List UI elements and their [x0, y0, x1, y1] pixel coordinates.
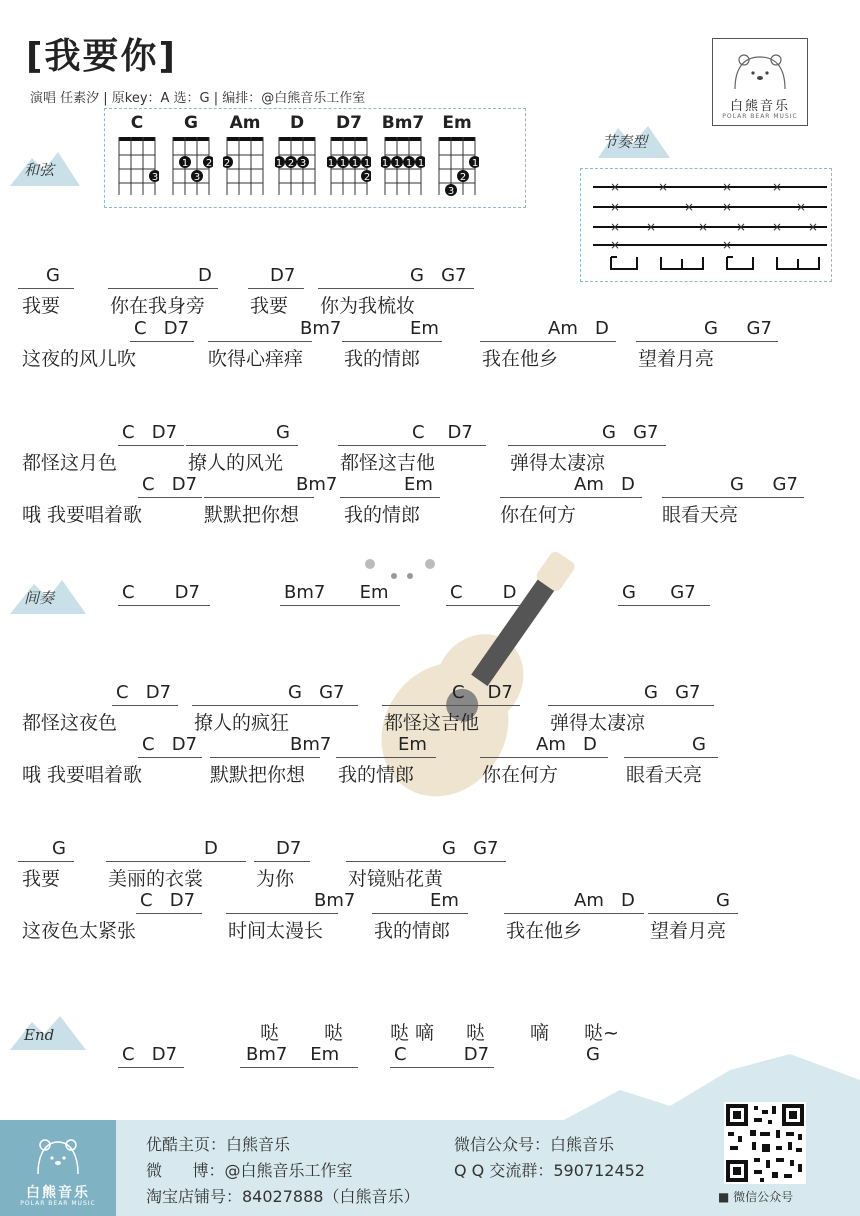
chord-label: G	[276, 422, 290, 443]
chord-label: Bm7 Em	[284, 582, 389, 603]
chord-label: Em	[398, 734, 427, 755]
weibo-link[interactable]: 微 博：@白熊音乐工作室	[146, 1161, 353, 1180]
svg-text:×: ×	[697, 220, 709, 234]
svg-text:1: 1	[381, 158, 389, 169]
svg-text:3: 3	[193, 172, 201, 183]
svg-text:×: ×	[795, 200, 807, 214]
chord-label: D7	[276, 838, 302, 859]
lyric-text: 我在他乡	[482, 348, 559, 370]
chord-label: C D7	[142, 734, 198, 755]
chord-label: C D7	[134, 318, 190, 339]
chord-label: Am D	[548, 318, 609, 339]
svg-text:×: ×	[721, 180, 733, 194]
chord-label: Bm7	[290, 734, 332, 755]
lyric-text: 你在何方	[482, 764, 559, 786]
logo-text-en: POLAR BEAR MUSIC	[722, 113, 798, 120]
chord-label: Em	[430, 890, 459, 911]
svg-text:2: 2	[205, 158, 213, 169]
chord-name: Bm7	[381, 113, 425, 133]
lyric-text: 嘀	[530, 1022, 550, 1044]
footer-logo-sub: POLAR BEAR MUSIC	[20, 1200, 96, 1207]
chord-label: Em	[410, 318, 439, 339]
lyric-text: 哒	[466, 1022, 486, 1044]
chord-label: C D7	[394, 1044, 490, 1065]
chord-label: G	[52, 838, 66, 859]
svg-text:2: 2	[223, 158, 231, 169]
rhythm-pattern	[580, 168, 832, 282]
chord-label: C D7	[412, 422, 473, 443]
chord-diagram-d7	[325, 113, 373, 201]
lyric-text: 都怪这夜色	[22, 712, 118, 734]
song-meta: 演唱 任素汐 | 原key：A 选：G | 编排：@白熊音乐工作室	[30, 91, 366, 106]
chord-label: C D7	[142, 474, 198, 495]
svg-text:×: ×	[721, 200, 733, 214]
svg-text:×: ×	[771, 220, 783, 234]
end-tag-label: End	[24, 1026, 55, 1044]
chord-label: G G7	[704, 318, 772, 339]
lyric-text: 我要	[22, 295, 61, 317]
lyric-text: 你为我梳妆	[320, 295, 416, 317]
lyric-text: 弹得太凄凉	[550, 712, 646, 734]
svg-text:×: ×	[609, 238, 621, 252]
lyric-text: 对镜贴花黄	[348, 868, 444, 890]
svg-text:1: 1	[181, 158, 189, 169]
chord-label: G G7	[442, 838, 499, 859]
chord-label: C D7	[122, 582, 200, 603]
lyric-text: 都怪这吉他	[340, 452, 436, 474]
lyric-text: 这夜的风儿吹	[22, 348, 137, 370]
lyric-text: 哦 我要唱着歌	[22, 504, 143, 526]
chord-label: Am D	[574, 890, 635, 911]
lyric-text: 都怪这月色	[22, 452, 118, 474]
svg-text:1: 1	[471, 158, 479, 169]
chords-tag	[10, 150, 96, 186]
svg-text:1: 1	[327, 158, 335, 169]
interlude-tag	[10, 578, 96, 614]
svg-text:2: 2	[363, 172, 371, 183]
strum-pattern-graphic	[581, 169, 831, 281]
chord-diagram-g	[167, 113, 215, 201]
lyric-text: 都怪这吉他	[384, 712, 480, 734]
lyric-text: 哒	[324, 1022, 344, 1044]
chord-diagram-bm7	[379, 113, 427, 201]
lyric-text: 弹得太凄凉	[510, 452, 606, 474]
polar-bear-icon	[0, 1120, 116, 1180]
lyric-text: 我要	[250, 295, 289, 317]
svg-text:1: 1	[405, 158, 413, 169]
svg-text:2: 2	[459, 172, 467, 183]
song-title: [我要你]	[26, 36, 177, 77]
lyric-text: 望着月亮	[650, 920, 727, 942]
svg-text:3: 3	[299, 158, 307, 169]
lyric-text: 望着月亮	[638, 348, 715, 370]
svg-text:2: 2	[287, 158, 295, 169]
svg-text:×: ×	[735, 220, 747, 234]
svg-text:×: ×	[609, 200, 621, 214]
lyric-text: 我的情郎	[374, 920, 451, 942]
chord-label: C D7	[452, 682, 513, 703]
svg-text:×: ×	[657, 180, 669, 194]
svg-text:×: ×	[609, 220, 621, 234]
wechat-qr-code[interactable]	[724, 1102, 806, 1184]
chord-label: G	[586, 1044, 600, 1065]
chord-name: C	[130, 113, 144, 133]
qr-caption: ■ 微信公众号	[718, 1190, 794, 1204]
chord-label: D7	[270, 265, 296, 286]
qq-group: Q Q 交流群：590712452	[454, 1161, 645, 1180]
chord-label: G G7	[602, 422, 659, 443]
chord-label: G	[46, 265, 60, 286]
chord-label: C D7	[122, 1044, 178, 1065]
svg-text:1: 1	[417, 158, 425, 169]
end-tag	[10, 1014, 96, 1050]
lyric-text: 这夜色太紧张	[22, 920, 137, 942]
svg-text:×: ×	[683, 200, 695, 214]
chord-name: Em	[442, 113, 472, 133]
chord-label: Am D	[536, 734, 597, 755]
chord-label: D	[204, 838, 218, 859]
svg-text:1: 1	[351, 158, 359, 169]
interlude-tag-label: 间奏	[24, 589, 55, 607]
rhythm-tag	[588, 122, 674, 158]
chord-label: Bm7 Em	[246, 1044, 340, 1065]
chord-label: C D	[450, 582, 517, 603]
svg-text:3: 3	[151, 172, 159, 183]
chord-label: G G7	[730, 474, 798, 495]
svg-text:×: ×	[721, 238, 733, 252]
chord-label: G G7	[288, 682, 345, 703]
lyric-text: 眼看天亮	[662, 504, 739, 526]
lyric-text: 我要	[22, 868, 61, 890]
lyric-text: 我的情郎	[344, 504, 421, 526]
chord-diagram-d	[273, 113, 321, 201]
rhythm-tag-label: 节奏型	[602, 133, 648, 151]
lyric-text: 我的情郎	[338, 764, 415, 786]
lyric-text: 美丽的衣裳	[108, 868, 204, 890]
lyric-text: 哒 嘀	[390, 1022, 435, 1044]
lyric-text: 我的情郎	[344, 348, 421, 370]
polar-bear-icon	[713, 39, 807, 95]
lyric-text: 哒~	[584, 1022, 619, 1044]
chord-label: Bm7	[314, 890, 356, 911]
chord-diagram-am	[221, 113, 269, 201]
lyric-text: 你在我身旁	[110, 295, 206, 317]
lyric-text: 为你	[256, 868, 295, 890]
lyric-text: 眼看天亮	[626, 764, 703, 786]
logo-text-cn: 白熊音乐	[729, 99, 790, 114]
chord-diagram-em	[433, 113, 481, 201]
lyric-text: 时间太漫长	[228, 920, 324, 942]
chord-label: C D7	[122, 422, 178, 443]
lyric-text: 哒	[260, 1022, 280, 1044]
lyric-text: 哦 我要唱着歌	[22, 764, 143, 786]
lyric-text: 吹得心痒痒	[208, 348, 304, 370]
wechat-account: 微信公众号：白熊音乐	[454, 1135, 615, 1154]
chord-diagram-c	[113, 113, 161, 201]
chord-diagram-panel	[104, 108, 526, 208]
lyric-text: 撩人的风光	[188, 452, 284, 474]
svg-text:×: ×	[645, 220, 657, 234]
svg-text:×: ×	[807, 220, 819, 234]
svg-text:3: 3	[447, 186, 455, 197]
lyric-text: 撩人的疯狂	[194, 712, 290, 734]
chord-label: G G7	[622, 582, 696, 603]
lyric-text: 我在他乡	[506, 920, 583, 942]
youku-link[interactable]: 优酷主页：白熊音乐	[146, 1135, 291, 1154]
chord-name: D7	[336, 113, 362, 133]
taobao-link[interactable]: 淘宝店铺号：84027888（白熊音乐）	[146, 1187, 420, 1206]
svg-text:1: 1	[275, 158, 283, 169]
chord-name: G	[184, 113, 198, 133]
chord-label: C D7	[140, 890, 196, 911]
chord-label: G	[692, 734, 706, 755]
chord-label: G	[716, 890, 730, 911]
svg-text:1: 1	[363, 158, 371, 169]
chord-label: G G7	[410, 265, 467, 286]
footer-logo	[0, 1120, 116, 1216]
svg-text:×: ×	[771, 180, 783, 194]
lyric-text: 默默把你想	[210, 764, 306, 786]
brand-logo	[712, 38, 808, 126]
chord-label: Bm7	[300, 318, 342, 339]
lyric-text: 默默把你想	[204, 504, 300, 526]
chord-label: Am D	[574, 474, 635, 495]
chord-label: Em	[404, 474, 433, 495]
svg-text:×: ×	[609, 180, 621, 194]
chord-name: D	[289, 113, 305, 133]
chord-label: D	[198, 265, 212, 286]
chord-label: C D7	[116, 682, 172, 703]
chord-label: G G7	[644, 682, 701, 703]
svg-text:1: 1	[393, 158, 401, 169]
chord-label: Bm7	[296, 474, 338, 495]
svg-text:1: 1	[339, 158, 347, 169]
chord-name: Am	[229, 113, 261, 133]
lyric-text: 你在何方	[500, 504, 577, 526]
chords-tag-label: 和弦	[24, 161, 55, 179]
footer-logo-text: 白熊音乐	[26, 1185, 90, 1201]
mountain-decoration	[560, 1050, 860, 1122]
